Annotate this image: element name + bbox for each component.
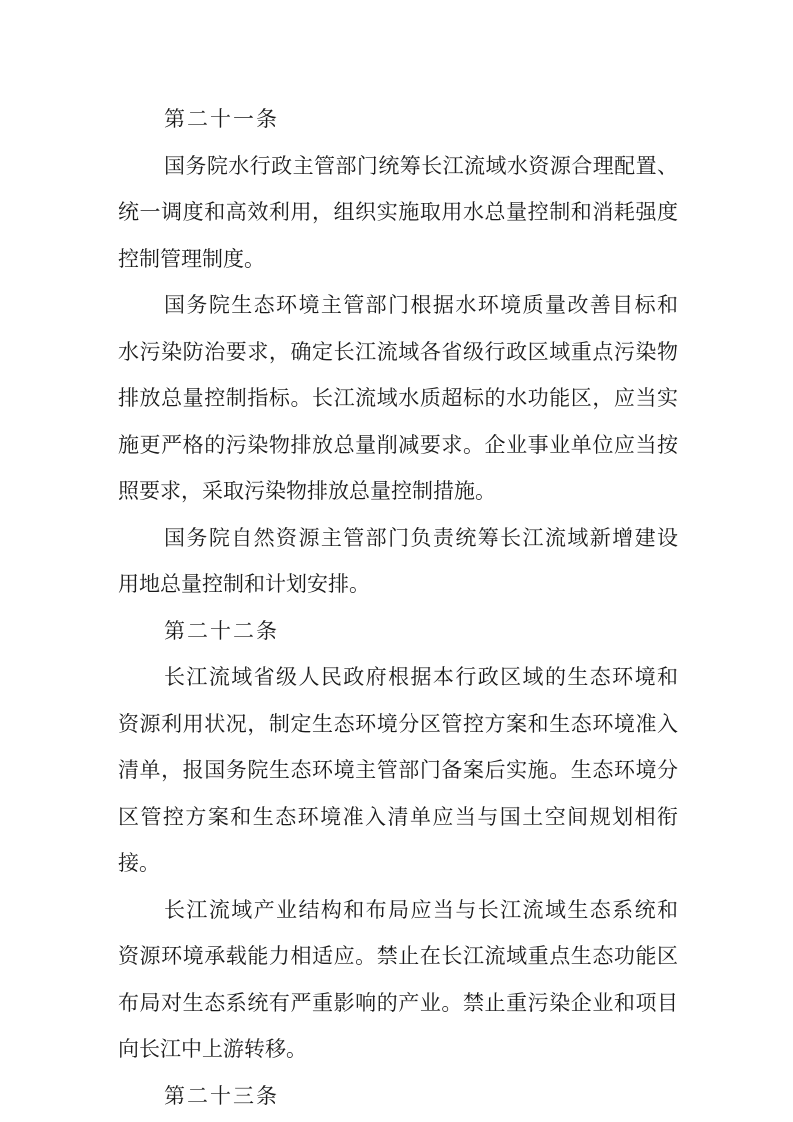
paragraph-line: 水污染防治要求，确定长江流域各省级行政区域重点污染物 (118, 339, 678, 364)
paragraph-line: 国务院生态环境主管部门根据水环境质量改善目标和 (164, 293, 678, 317)
paragraph-line: 排放总量控制指标。长江流域水质超标的水功能区，应当实 (118, 386, 678, 410)
paragraph-line: 资源利用状况，制定生态环境分区管控方案和生态环境准入 (118, 711, 678, 736)
article-heading-22: 第二十二条 (164, 618, 279, 643)
paragraph-line: 用地总量控制和计划安排。 (118, 572, 370, 596)
paragraph-line: 长江流域省级人民政府根据本行政区域的生态环境和 (164, 665, 678, 689)
paragraph-line: 区管控方案和生态环境准入清单应当与国土空间规划相衔 (118, 804, 678, 829)
paragraph-line: 长江流域产业结构和布局应当与长江流域生态系统和 (164, 897, 678, 922)
paragraph-line: 控制管理制度。 (118, 246, 265, 271)
paragraph-line: 照要求，采取污染物排放总量控制措施。 (118, 479, 496, 503)
paragraph-line: 资源环境承载能力相适应。禁止在长江流域重点生态功能区 (118, 944, 678, 968)
paragraph-line: 向长江中上游转移。 (118, 1037, 307, 1061)
article-heading-23: 第二十三条 (164, 1083, 279, 1108)
article-heading-21: 第二十一条 (164, 107, 279, 131)
paragraph-line: 清单，报国务院生态环境主管部门备案后实施。生态环境分 (118, 758, 678, 782)
document-body (118, 96, 678, 1119)
paragraph-line: 统一调度和高效利用，组织实施取用水总量控制和消耗强度 (118, 200, 678, 224)
paragraph-line: 布局对生态系统有严重影响的产业。禁止重污染企业和项目 (118, 990, 678, 1015)
paragraph-line: 施更严格的污染物排放总量削减要求。企业事业单位应当按 (118, 432, 678, 457)
paragraph-line: 接。 (118, 851, 160, 875)
paragraph-line: 国务院水行政主管部门统筹长江流域水资源合理配置、 (164, 153, 678, 178)
paragraph-line: 国务院自然资源主管部门负责统筹长江流域新增建设 (164, 525, 678, 550)
